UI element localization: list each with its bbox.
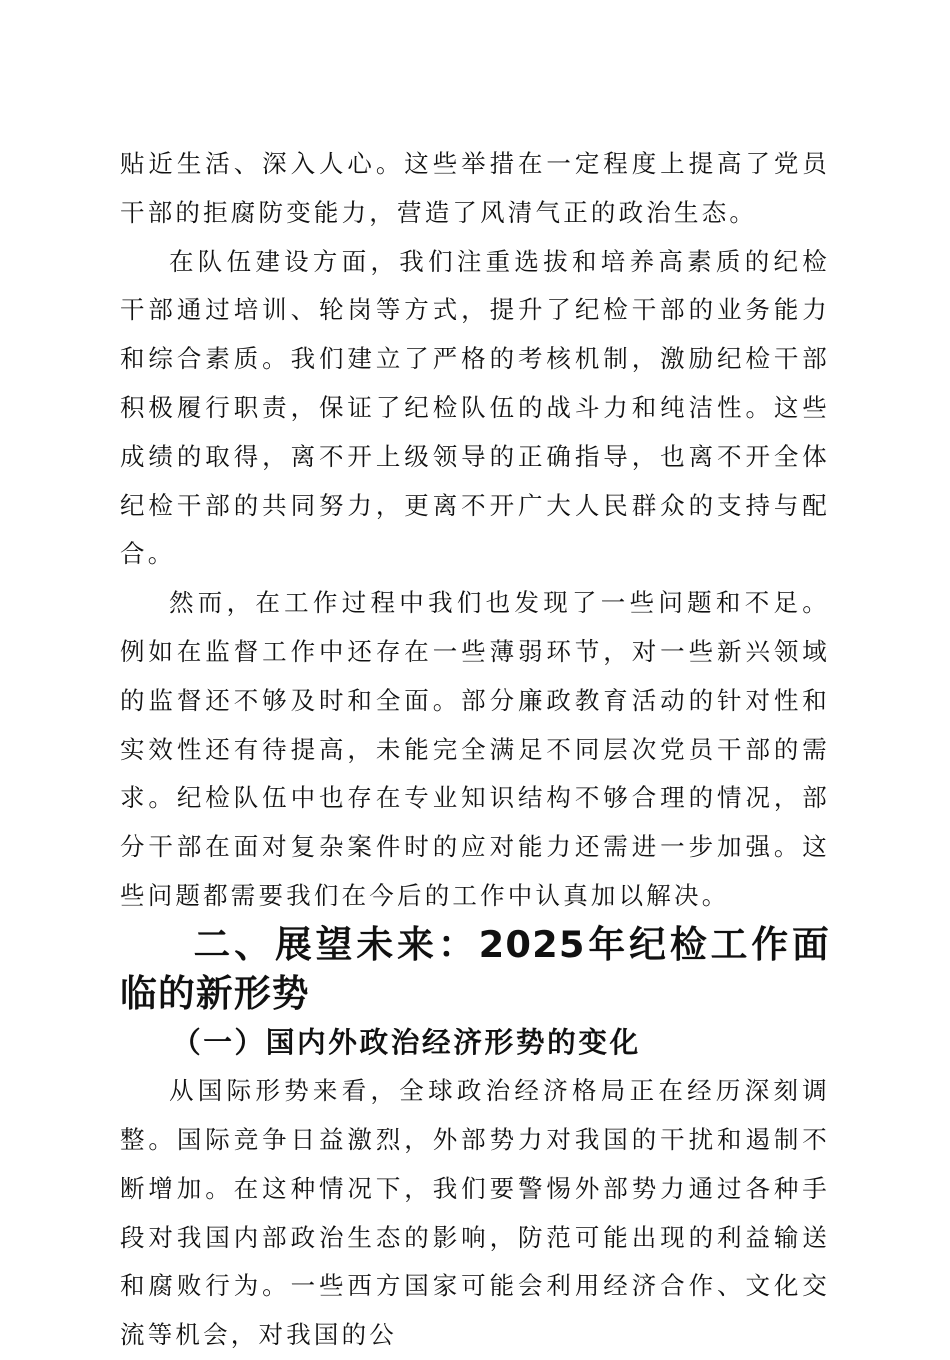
- paragraph-continued: 贴近生活、深入人心。这些举措在一定程度上提高了党员干部的拒腐防变能力，营造了风清气正的政治生态。: [120, 149, 830, 227]
- document-body: [120, 140, 830, 1360]
- paragraph-international-situation: 从国际形势来看，全球政治经济格局正在经历深刻调整。国际竞争日益激烈，外部势力对我国的干扰和遏制不断增加。在这种情况下，我们要警惕外部势力通过各种手段对我国内部政治生态的影响，防范可能出现的利益输送和腐败行为。一些西方国家可能会利用经济合作、文化交流等机会，对我国的公: [120, 1076, 830, 1350]
- section-heading: 二、展望未来：2025年纪检工作面临的新形势: [120, 922, 830, 1015]
- subsection-heading: （一）国内外政治经济形势的变化: [172, 1025, 641, 1060]
- paragraph-problems: 然而，在工作过程中我们也发现了一些问题和不足。例如在监督工作中还存在一些薄弱环节，对一些新兴领域的监督还不够及时和全面。部分廉政教育活动的针对性和实效性还有待提高，未能完全满足不同层次党员干部的需求。纪检队伍中也存在专业知识结构不够合理的情况，部分干部在面对复杂案件时的应对能力还需进一步加强。这些问题都需要我们在今后的工作中认真加以解决。: [120, 588, 830, 910]
- paragraph-team-building: 在队伍建设方面，我们注重选拔和培养高素质的纪检干部通过培训、轮岗等方式，提升了纪检干部的业务能力和综合素质。我们建立了严格的考核机制，激励纪检干部积极履行职责，保证了纪检队伍的战斗力和纯洁性。这些成绩的取得，离不开上级领导的正确指导，也离不开全体纪检干部的共同努力，更离不开广大人民群众的支持与配合。: [120, 246, 830, 569]
